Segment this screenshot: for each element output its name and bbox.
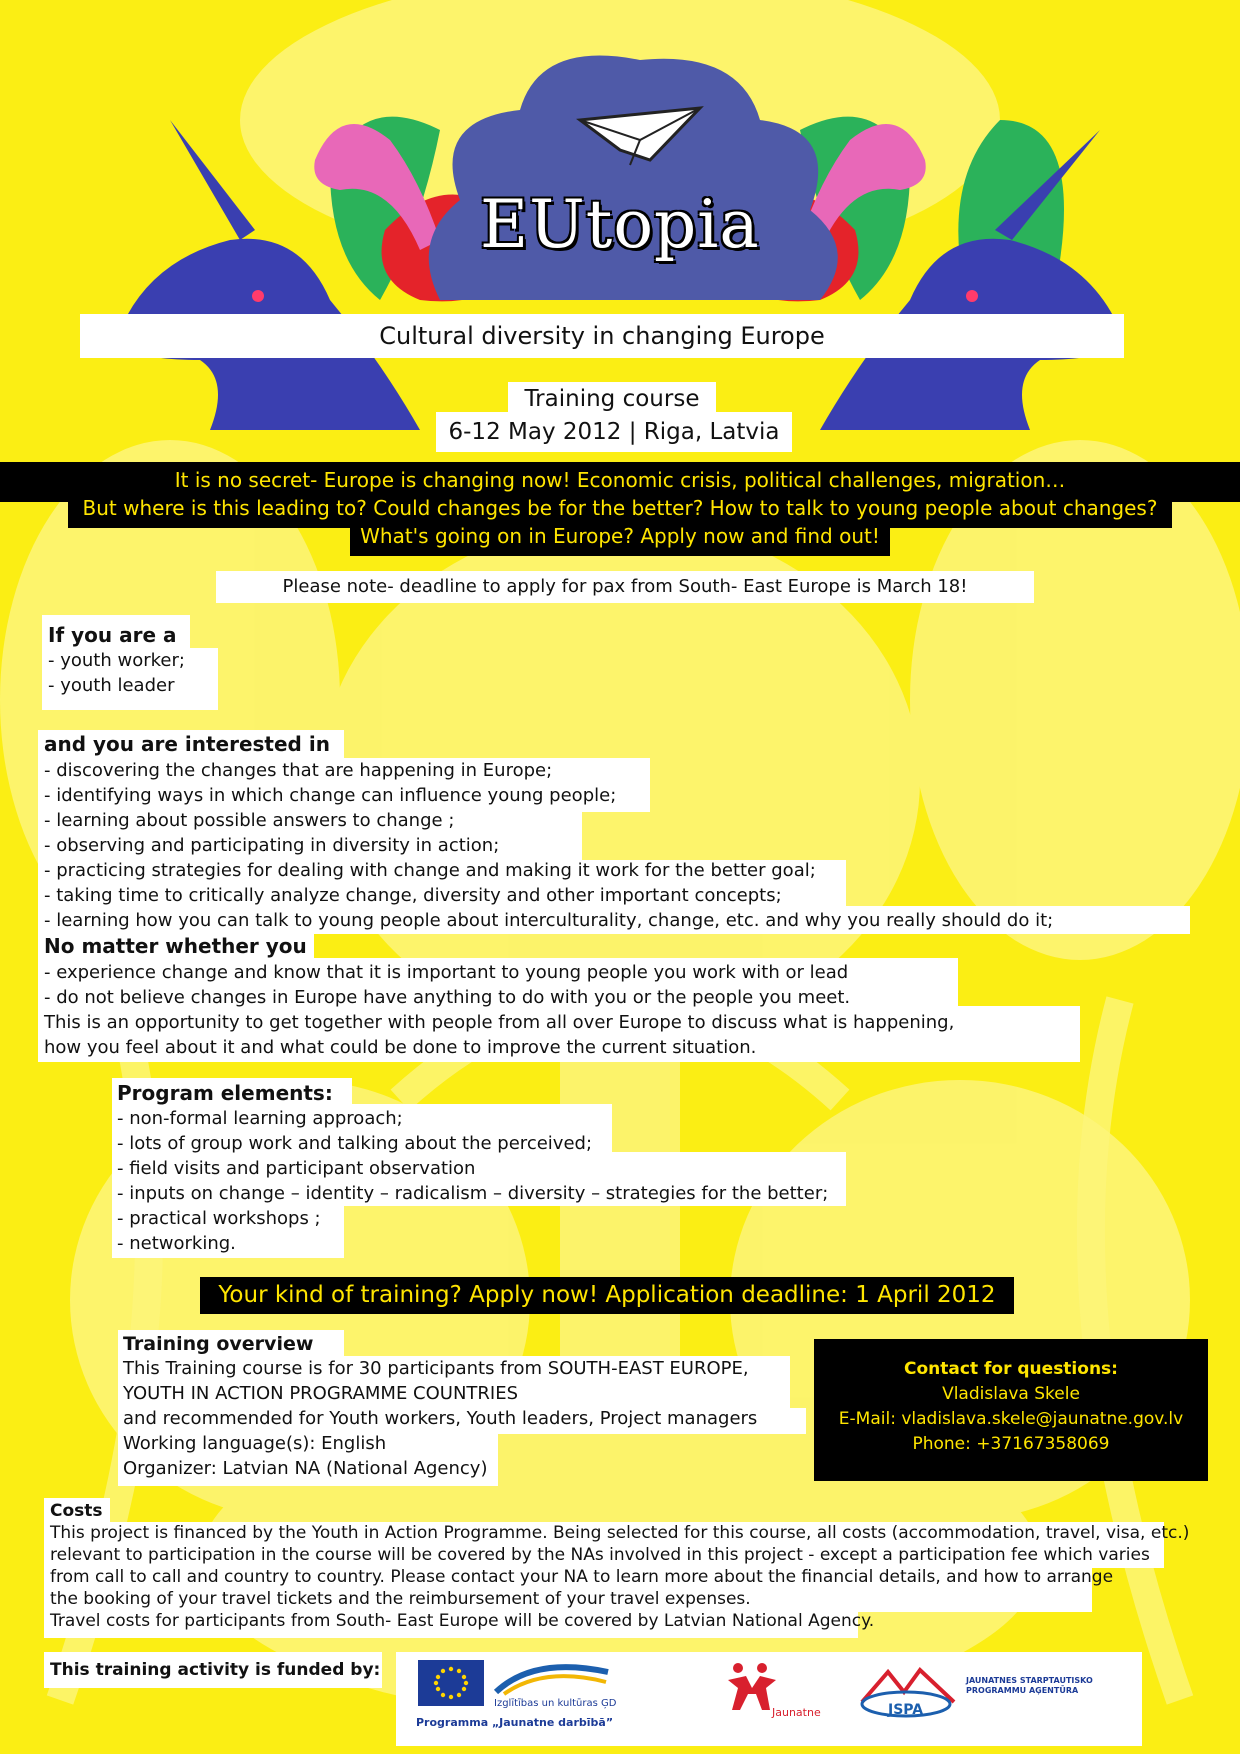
list-item: how you feel about it and what could be done to improve the current situation. <box>44 1037 757 1058</box>
list-item: - experience change and know that it is important to young people you work with or lead <box>44 962 849 983</box>
overview-heading: Training overview <box>123 1333 314 1355</box>
nomatter-items <box>44 960 954 1060</box>
contact-email[interactable]: E-Mail: vladislava.skele@jaunatne.gov.lv <box>838 1409 1184 1429</box>
list-item: - youth worker; <box>48 650 185 671</box>
interested-heading: and you are interested in <box>44 732 330 756</box>
list-item: - inputs on change – identity – radicalism – diversity – strategies for the better; <box>117 1183 829 1204</box>
list-item: - discovering the changes that are happening in Europe; <box>44 760 553 781</box>
costs-line: This project is financed by the Youth in Action Programme. Being selected for this course, all costs (accommodation, travel, visa, etc.) <box>50 1523 1190 1543</box>
course-type-box <box>508 382 716 416</box>
overview-line: Working language(s): English <box>123 1433 387 1454</box>
funded-label-box <box>44 1652 382 1688</box>
contact-heading: Contact for questions: <box>904 1359 1118 1379</box>
subtitle-box <box>80 314 1124 358</box>
cta-band <box>200 1277 1014 1314</box>
interested-items <box>44 758 1053 933</box>
list-item: - networking. <box>117 1233 236 1254</box>
course-type: Training course <box>524 386 700 412</box>
overview-line: and recommended for Youth workers, Youth leaders, Project managers <box>123 1408 758 1429</box>
costs-line: from call to call and country to country. Please contact your NA to learn more about the financial details, and how to arrange <box>50 1567 1114 1587</box>
date-location: 6-12 May 2012 | Riga, Latvia <box>448 419 780 445</box>
overview-line: Organizer: Latvian NA (National Agency) <box>123 1458 488 1479</box>
jspa-logo-icon <box>858 1662 958 1722</box>
deadline-note: Please note- deadline to apply for pax from South- East Europe is March 18! <box>282 576 968 597</box>
list-item: - learning how you can talk to young people about interculturality, change, etc. and why you really should do it; <box>44 910 1054 931</box>
overview-lines <box>123 1356 757 1481</box>
list-item: - do not believe changes in Europe have anything to do with you or the people you meet. <box>44 987 851 1008</box>
list-item: - lots of group work and talking about the perceived; <box>117 1133 593 1154</box>
svg-text:JSPA: JSPA <box>888 1702 924 1718</box>
logo1-program: Programma „Jaunatne darbībā” <box>416 1716 614 1729</box>
list-item: - learning about possible answers to change ; <box>44 810 455 831</box>
intro-line: But where is this leading to? Could changes be for the better? How to talk to young people about changes? <box>82 496 1158 520</box>
list-item: - practicing strategies for dealing with change and making it work for the better goal; <box>44 860 816 881</box>
intro-line: What's going on in Europe? Apply now and find out! <box>360 524 880 548</box>
date-location-box <box>436 412 792 452</box>
list-item: - youth leader <box>48 675 175 696</box>
funded-label: This training activity is funded by: <box>50 1660 381 1680</box>
overview-line: YOUTH IN ACTION PROGRAMME COUNTRIES <box>123 1383 519 1404</box>
contact-box <box>814 1339 1208 1481</box>
logo2-caption: Jaunatne <box>772 1706 821 1719</box>
logo1-caption: Izglītības un kultūras ĢD <box>494 1698 617 1709</box>
logo3-caption: JAUNATNES STARPTAUTISKO PROGRAMMU AĢENTŪRA <box>966 1676 1093 1695</box>
list-item: - identifying ways in which change can influence young people; <box>44 785 617 806</box>
subtitle: Cultural diversity in changing Europe <box>379 322 825 350</box>
contact-phone: Phone: +37167358069 <box>912 1434 1110 1454</box>
costs-lines <box>50 1522 1189 1632</box>
costs-line: relevant to participation in the course will be covered by the NAs involved in this project - except a participation fee which varies <box>50 1545 1150 1565</box>
program-items <box>117 1106 828 1256</box>
if-heading: If you are a <box>48 623 177 647</box>
costs-line: the booking of your travel tickets and the reimbursement of your travel expenses. <box>50 1589 751 1609</box>
if-items <box>48 648 185 698</box>
list-item: - taking time to critically analyze change, diversity and other important concepts; <box>44 885 782 906</box>
costs-line: Travel costs for participants from South- East Europe will be covered by Latvian National Agency. <box>50 1611 875 1631</box>
list-item: - observing and participating in diversity in action; <box>44 835 500 856</box>
costs-heading: Costs <box>50 1501 103 1521</box>
logo-title: EUtopia <box>480 186 760 263</box>
list-item: This is an opportunity to get together with people from all over Europe to discuss what is happening, <box>44 1012 955 1033</box>
youth-in-action-swoosh-icon <box>494 1662 610 1698</box>
funders-logos <box>396 1652 1142 1746</box>
program-heading: Program elements: <box>117 1081 333 1105</box>
overview-line: This Training course is for 30 participants from SOUTH-EAST EUROPE, <box>123 1358 749 1379</box>
note-box <box>216 571 1034 603</box>
list-item: - non-formal learning approach; <box>117 1108 403 1129</box>
eu-flag-icon <box>418 1660 484 1706</box>
list-item: - practical workshops ; <box>117 1208 321 1229</box>
nomatter-heading: No matter whether you <box>44 934 307 958</box>
contact-name: Vladislava Skele <box>942 1384 1080 1404</box>
list-item: - field visits and participant observation <box>117 1158 476 1179</box>
intro-text <box>0 466 1240 550</box>
intro-line: It is no secret- Europe is changing now! Economic crisis, political challenges, migration… <box>174 468 1066 492</box>
cta-text: Your kind of training? Apply now! Application deadline: 1 April 2012 <box>218 1282 996 1308</box>
